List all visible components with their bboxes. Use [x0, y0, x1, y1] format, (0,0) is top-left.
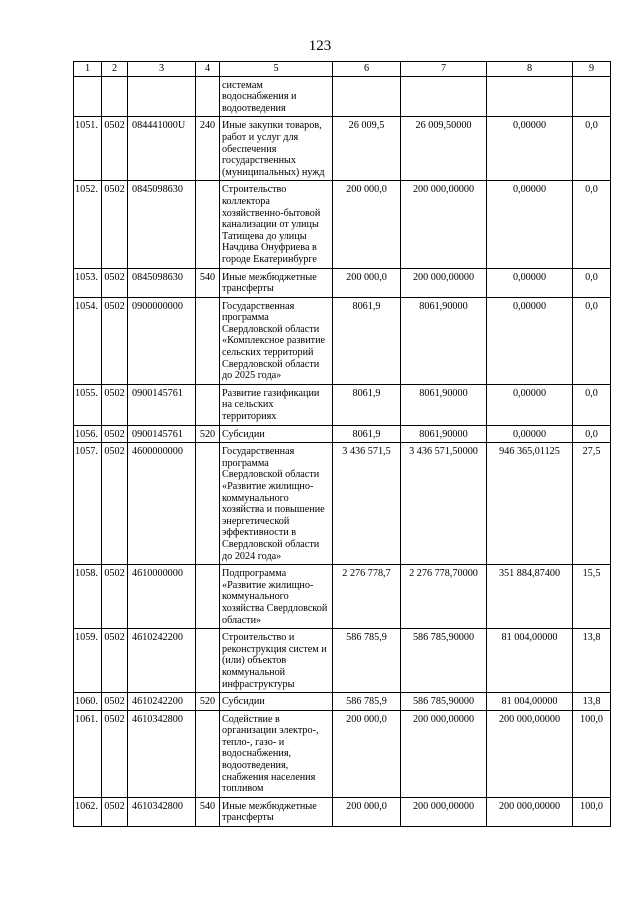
- percent-cell: 100,0: [573, 710, 611, 797]
- percent-cell: 100,0: [573, 797, 611, 826]
- section-code-cell: 0502: [102, 710, 128, 797]
- approved-amount-cell: 8061,9: [333, 297, 401, 384]
- table-row: [74, 268, 611, 297]
- expense-type-cell: [196, 443, 220, 565]
- expense-type-cell: [196, 76, 220, 117]
- name-cell: Государственная программа Свердловской области «Развитие жилищно-коммунального хозяйства и повышение энергетической эффективности в Свердловской области до 2024 года»: [220, 443, 333, 565]
- section-code-cell: 0502: [102, 425, 128, 443]
- executed-amount-cell: 200 000,00000: [487, 797, 573, 826]
- executed-amount-cell: 81 004,00000: [487, 629, 573, 693]
- percent-cell: [573, 76, 611, 117]
- specified-amount-cell: 2 276 778,70000: [401, 565, 487, 629]
- target-article-cell: 0900145761: [128, 384, 196, 425]
- approved-amount-cell: 586 785,9: [333, 629, 401, 693]
- expense-type-cell: [196, 384, 220, 425]
- specified-amount-cell: 8061,90000: [401, 384, 487, 425]
- executed-amount-cell: 351 884,87400: [487, 565, 573, 629]
- table-body: [74, 76, 611, 826]
- expense-type-cell: [196, 710, 220, 797]
- column-header: 8: [487, 62, 573, 77]
- name-cell: Строительство и реконструкция систем и (или) объектов коммунальной инфраструктуры: [220, 629, 333, 693]
- executed-amount-cell: 0,00000: [487, 425, 573, 443]
- executed-amount-cell: 0,00000: [487, 297, 573, 384]
- executed-amount-cell: 0,00000: [487, 117, 573, 181]
- approved-amount-cell: 200 000,0: [333, 710, 401, 797]
- expense-type-cell: 240: [196, 117, 220, 181]
- target-article-cell: 4610242200: [128, 693, 196, 711]
- specified-amount-cell: 26 009,50000: [401, 117, 487, 181]
- percent-cell: 0,0: [573, 117, 611, 181]
- name-cell: Субсидии: [220, 693, 333, 711]
- approved-amount-cell: 200 000,0: [333, 797, 401, 826]
- approved-amount-cell: 8061,9: [333, 425, 401, 443]
- target-article-cell: 0845098630: [128, 268, 196, 297]
- name-cell: Государственная программа Свердловской области «Комплексное развитие сельских территорий Свердловской области до 2025 года»: [220, 297, 333, 384]
- percent-cell: 27,5: [573, 443, 611, 565]
- section-code-cell: 0502: [102, 384, 128, 425]
- section-code-cell: [102, 76, 128, 117]
- budget-table: [73, 61, 611, 827]
- target-article-cell: 4610342800: [128, 797, 196, 826]
- row-number-cell: 1062.: [74, 797, 102, 826]
- specified-amount-cell: 200 000,00000: [401, 797, 487, 826]
- specified-amount-cell: 200 000,00000: [401, 710, 487, 797]
- name-cell: Подпрограмма «Развитие жилищно-коммунального хозяйства Свердловской области»: [220, 565, 333, 629]
- name-cell: Иные закупки товаров, работ и услуг для обеспечения государственных (муниципальных) нужд: [220, 117, 333, 181]
- row-number-cell: 1056.: [74, 425, 102, 443]
- expense-type-cell: [196, 297, 220, 384]
- column-header: 9: [573, 62, 611, 77]
- row-number-cell: 1058.: [74, 565, 102, 629]
- name-cell: Иные межбюджетные трансферты: [220, 797, 333, 826]
- percent-cell: 13,8: [573, 629, 611, 693]
- percent-cell: 0,0: [573, 384, 611, 425]
- row-number-cell: [74, 76, 102, 117]
- name-cell: системам водоснабжения и водоотведения: [220, 76, 333, 117]
- table-row: [74, 181, 611, 268]
- target-article-cell: 4610000000: [128, 565, 196, 629]
- column-header: 5: [220, 62, 333, 77]
- approved-amount-cell: 2 276 778,7: [333, 565, 401, 629]
- executed-amount-cell: 0,00000: [487, 181, 573, 268]
- specified-amount-cell: [401, 76, 487, 117]
- specified-amount-cell: 3 436 571,50000: [401, 443, 487, 565]
- percent-cell: 0,0: [573, 425, 611, 443]
- column-header: 3: [128, 62, 196, 77]
- row-number-cell: 1052.: [74, 181, 102, 268]
- target-article-cell: 4610342800: [128, 710, 196, 797]
- row-number-cell: 1053.: [74, 268, 102, 297]
- approved-amount-cell: 8061,9: [333, 384, 401, 425]
- table-row: [74, 425, 611, 443]
- percent-cell: 0,0: [573, 268, 611, 297]
- executed-amount-cell: 81 004,00000: [487, 693, 573, 711]
- target-article-cell: 0900000000: [128, 297, 196, 384]
- row-number-cell: 1060.: [74, 693, 102, 711]
- percent-cell: 0,0: [573, 181, 611, 268]
- table-row: [74, 297, 611, 384]
- approved-amount-cell: 200 000,0: [333, 268, 401, 297]
- target-article-cell: 4610242200: [128, 629, 196, 693]
- approved-amount-cell: 200 000,0: [333, 181, 401, 268]
- section-code-cell: 0502: [102, 181, 128, 268]
- name-cell: Содействие в организации электро-, тепло-, газо- и водоснабжения, водоотведения, снабжения населения топливом: [220, 710, 333, 797]
- table-row: [74, 693, 611, 711]
- column-header: 4: [196, 62, 220, 77]
- section-code-cell: 0502: [102, 443, 128, 565]
- section-code-cell: 0502: [102, 565, 128, 629]
- row-number-cell: 1057.: [74, 443, 102, 565]
- expense-type-cell: [196, 181, 220, 268]
- section-code-cell: 0502: [102, 297, 128, 384]
- executed-amount-cell: 0,00000: [487, 268, 573, 297]
- specified-amount-cell: 8061,90000: [401, 425, 487, 443]
- table-row: [74, 629, 611, 693]
- table-row: [74, 797, 611, 826]
- percent-cell: 13,8: [573, 693, 611, 711]
- executed-amount-cell: 0,00000: [487, 384, 573, 425]
- row-number-cell: 1054.: [74, 297, 102, 384]
- specified-amount-cell: 200 000,00000: [401, 268, 487, 297]
- column-header: 1: [74, 62, 102, 77]
- expense-type-cell: 520: [196, 693, 220, 711]
- executed-amount-cell: 200 000,00000: [487, 710, 573, 797]
- page-number: 123: [308, 38, 332, 54]
- expense-type-cell: 540: [196, 268, 220, 297]
- approved-amount-cell: 26 009,5: [333, 117, 401, 181]
- expense-type-cell: 540: [196, 797, 220, 826]
- approved-amount-cell: 3 436 571,5: [333, 443, 401, 565]
- row-number-cell: 1051.: [74, 117, 102, 181]
- column-header: 7: [401, 62, 487, 77]
- percent-cell: 15,5: [573, 565, 611, 629]
- table-row: [74, 117, 611, 181]
- table-row: [74, 384, 611, 425]
- table-row: [74, 76, 611, 117]
- name-cell: Строительство коллектора хозяйственно-бытовой канализации от улицы Татищева до улицы Начдива Онуфриева в городе Екатеринбурге: [220, 181, 333, 268]
- target-article-cell: [128, 76, 196, 117]
- specified-amount-cell: 586 785,90000: [401, 693, 487, 711]
- name-cell: Субсидии: [220, 425, 333, 443]
- approved-amount-cell: [333, 76, 401, 117]
- target-article-cell: 084441000U: [128, 117, 196, 181]
- row-number-cell: 1055.: [74, 384, 102, 425]
- section-code-cell: 0502: [102, 797, 128, 826]
- target-article-cell: 0845098630: [128, 181, 196, 268]
- section-code-cell: 0502: [102, 693, 128, 711]
- row-number-cell: 1059.: [74, 629, 102, 693]
- column-header: 2: [102, 62, 128, 77]
- section-code-cell: 0502: [102, 629, 128, 693]
- table-row: [74, 443, 611, 565]
- executed-amount-cell: 946 365,01125: [487, 443, 573, 565]
- expense-type-cell: [196, 629, 220, 693]
- table-row: [74, 710, 611, 797]
- specified-amount-cell: 8061,90000: [401, 297, 487, 384]
- specified-amount-cell: 586 785,90000: [401, 629, 487, 693]
- executed-amount-cell: [487, 76, 573, 117]
- expense-type-cell: 520: [196, 425, 220, 443]
- target-article-cell: 0900145761: [128, 425, 196, 443]
- table-row: [74, 565, 611, 629]
- percent-cell: 0,0: [573, 297, 611, 384]
- name-cell: Развитие газификации на сельских территориях: [220, 384, 333, 425]
- section-code-cell: 0502: [102, 268, 128, 297]
- table-header-row: [74, 62, 611, 77]
- name-cell: Иные межбюджетные трансферты: [220, 268, 333, 297]
- expense-type-cell: [196, 565, 220, 629]
- column-header: 6: [333, 62, 401, 77]
- target-article-cell: 4600000000: [128, 443, 196, 565]
- row-number-cell: 1061.: [74, 710, 102, 797]
- approved-amount-cell: 586 785,9: [333, 693, 401, 711]
- specified-amount-cell: 200 000,00000: [401, 181, 487, 268]
- section-code-cell: 0502: [102, 117, 128, 181]
